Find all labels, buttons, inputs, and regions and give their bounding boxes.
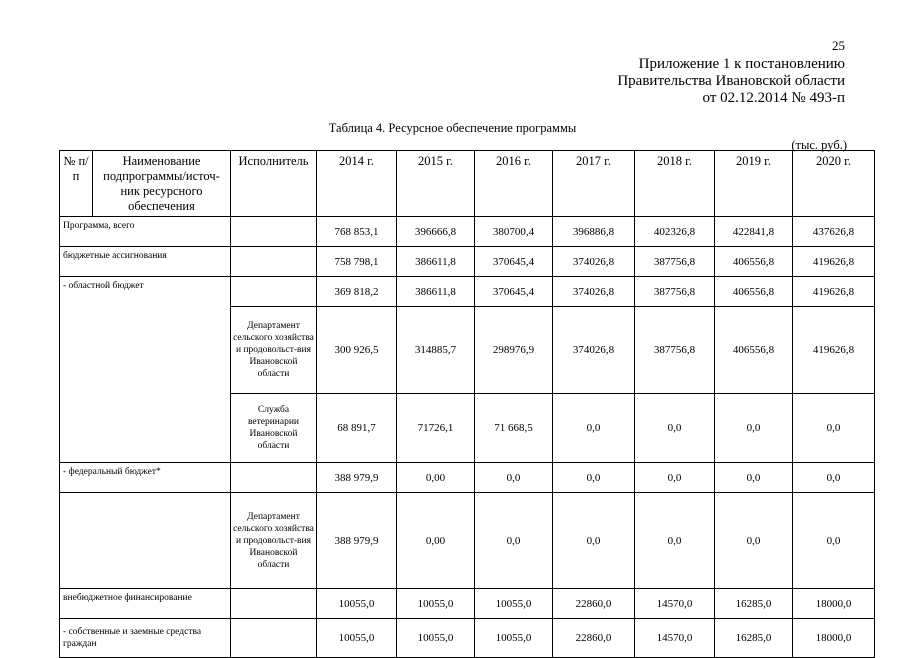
row-value: 16285,0	[715, 619, 793, 658]
row-value: 396886,8	[553, 217, 635, 247]
row-value: 0,0	[553, 493, 635, 589]
header-year: 2014 г.	[317, 151, 397, 217]
appendix-line: от 02.12.2014 № 493-п	[702, 90, 845, 106]
row-value: 10055,0	[397, 619, 475, 658]
row-name: - областной бюджет	[60, 277, 231, 463]
table-units: (тыс. руб.)	[791, 138, 847, 152]
row-executor	[231, 247, 317, 277]
row-value: 374026,8	[553, 307, 635, 394]
row-name: - федеральный бюджет*	[60, 463, 231, 493]
row-value: 68 891,7	[317, 394, 397, 463]
row-value: 18000,0	[793, 619, 875, 658]
row-value: 0,0	[715, 394, 793, 463]
row-value: 22860,0	[553, 619, 635, 658]
table-title: Таблица 4. Ресурсное обеспечение программы	[328, 121, 577, 135]
header-year: 2018 г.	[635, 151, 715, 217]
row-executor	[231, 619, 317, 658]
row-value: 388 979,9	[317, 463, 397, 493]
row-value: 0,0	[793, 463, 875, 493]
row-value: 300 926,5	[317, 307, 397, 394]
row-value: 369 818,2	[317, 277, 397, 307]
appendix-line: Правительства Ивановской области	[617, 73, 845, 89]
row-value: 0,0	[793, 493, 875, 589]
row-value: 0,0	[553, 394, 635, 463]
row-value: 387756,8	[635, 277, 715, 307]
row-value: 0,0	[475, 463, 553, 493]
row-executor	[231, 217, 317, 247]
row-value: 298976,9	[475, 307, 553, 394]
row-value: 374026,8	[553, 247, 635, 277]
header-year: 2019 г.	[715, 151, 793, 217]
row-value: 370645,4	[475, 277, 553, 307]
row-executor: Департамент сельского хозяйства и продовольст-вия Ивановской области	[231, 307, 317, 394]
row-value: 406556,8	[715, 247, 793, 277]
row-value: 387756,8	[635, 307, 715, 394]
header-year: 2016 г.	[475, 151, 553, 217]
row-value: 0,0	[715, 463, 793, 493]
row-value: 380700,4	[475, 217, 553, 247]
row-value: 22860,0	[553, 589, 635, 619]
row-value: 386611,8	[397, 277, 475, 307]
header-year: 2020 г.	[793, 151, 875, 217]
row-value: 0,0	[635, 493, 715, 589]
table-row	[60, 277, 875, 307]
row-value: 0,0	[553, 463, 635, 493]
row-value: 437626,8	[793, 217, 875, 247]
row-value: 406556,8	[715, 277, 793, 307]
row-value: 406556,8	[715, 307, 793, 394]
row-value: 71 668,5	[475, 394, 553, 463]
row-value: 10055,0	[317, 589, 397, 619]
table-header-row	[60, 151, 875, 217]
row-value: 314885,7	[397, 307, 475, 394]
row-value: 0,0	[635, 394, 715, 463]
header-year: 2017 г.	[553, 151, 635, 217]
row-executor	[231, 589, 317, 619]
row-executor	[231, 277, 317, 307]
row-value: 0,00	[397, 463, 475, 493]
header-num: № п/п	[60, 151, 93, 217]
row-value: 387756,8	[635, 247, 715, 277]
row-value: 0,0	[635, 463, 715, 493]
table-row	[60, 619, 875, 658]
row-value: 10055,0	[475, 589, 553, 619]
row-value: 419626,8	[793, 247, 875, 277]
row-value: 422841,8	[715, 217, 793, 247]
row-name: внебюджетное финансирование	[60, 589, 231, 619]
row-value: 0,0	[793, 394, 875, 463]
row-value: 386611,8	[397, 247, 475, 277]
row-value: 14570,0	[635, 619, 715, 658]
row-value: 388 979,9	[317, 493, 397, 589]
table-row	[60, 589, 875, 619]
page-number: 25	[832, 38, 845, 53]
row-value: 419626,8	[793, 307, 875, 394]
header-name: Наименование подпрограммы/источ-ник ресурсного обеспечения	[93, 151, 231, 217]
row-value: 71726,1	[397, 394, 475, 463]
row-value: 10055,0	[475, 619, 553, 658]
appendix-reference	[617, 56, 845, 107]
resource-table	[59, 150, 875, 658]
row-value: 758 798,1	[317, 247, 397, 277]
table-row	[60, 463, 875, 493]
row-executor: Служба ветеринарии Ивановской области	[231, 394, 317, 463]
appendix-line: Приложение 1 к постановлению	[638, 56, 845, 72]
row-name: Программа, всего	[60, 217, 231, 247]
row-value: 396666,8	[397, 217, 475, 247]
row-executor: Департамент сельского хозяйства и продовольст-вия Ивановской области	[231, 493, 317, 589]
row-value: 0,00	[397, 493, 475, 589]
row-value: 0,0	[475, 493, 553, 589]
table-row	[60, 493, 875, 589]
row-value: 14570,0	[635, 589, 715, 619]
row-value: 16285,0	[715, 589, 793, 619]
row-executor	[231, 463, 317, 493]
table-row	[60, 217, 875, 247]
row-name: бюджетные ассигнования	[60, 247, 231, 277]
header-executor: Исполнитель	[231, 151, 317, 217]
row-value: 0,0	[715, 493, 793, 589]
row-value: 10055,0	[317, 619, 397, 658]
row-value: 370645,4	[475, 247, 553, 277]
row-value: 419626,8	[793, 277, 875, 307]
row-value: 374026,8	[553, 277, 635, 307]
row-name	[60, 493, 231, 589]
row-value: 768 853,1	[317, 217, 397, 247]
row-value: 402326,8	[635, 217, 715, 247]
table-row	[60, 247, 875, 277]
row-value: 10055,0	[397, 589, 475, 619]
row-value: 18000,0	[793, 589, 875, 619]
header-year: 2015 г.	[397, 151, 475, 217]
row-name: - собственные и заемные средства граждан	[60, 619, 231, 658]
